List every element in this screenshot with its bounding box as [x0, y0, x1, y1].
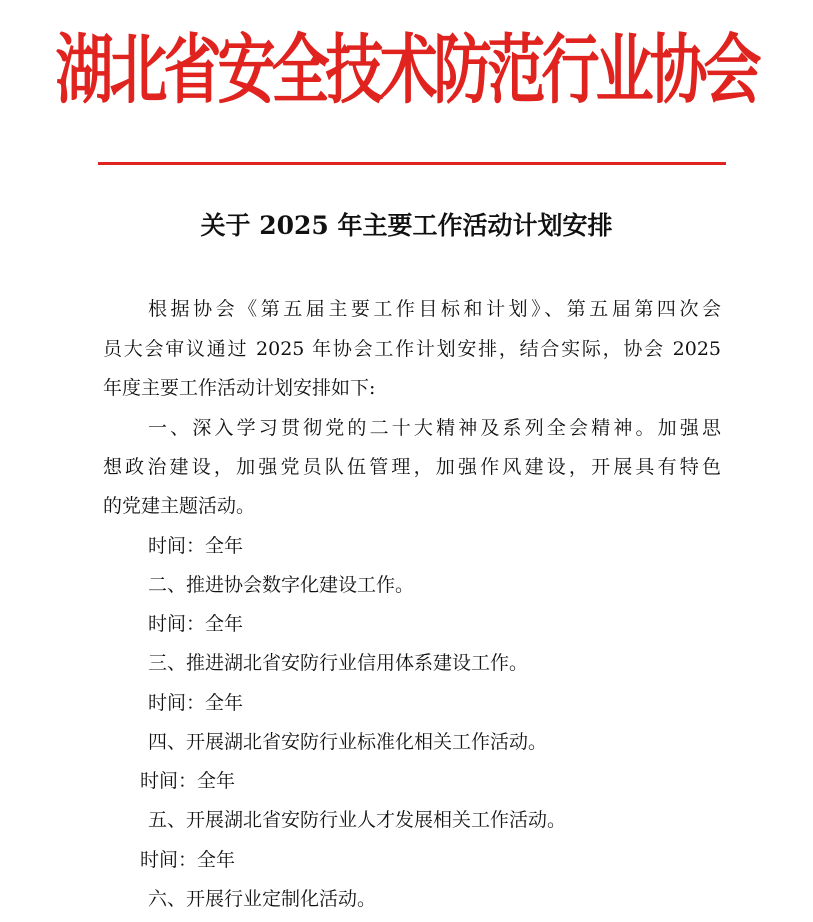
intro-line: 员大会审议通过 2025 年协会工作计划安排，结合实际，协会 2025 — [103, 338, 721, 360]
item-heading: 想政治建设，加强党员队伍管理，加强作风建设，开展具有特色 — [103, 456, 721, 478]
item-heading: 五、开展湖北省安防行业人才发展相关工作活动。 — [148, 809, 567, 831]
item-heading: 四、开展湖北省安防行业标准化相关工作活动。 — [148, 731, 548, 753]
item-heading: 二、推进协会数字化建设工作。 — [148, 574, 415, 596]
item-heading: 六、开展行业定制化活动。 — [148, 888, 377, 910]
item-time: 时间：全年 — [148, 535, 244, 557]
intro-line: 年度主要工作活动计划安排如下: — [103, 377, 376, 399]
intro-line: 根据协会《第五届主要工作目标和计划》、第五届第四次会 — [148, 298, 721, 320]
organization-name: 湖北省安全技术防范行业协会 — [55, 25, 758, 115]
item-time: 时间：全年 — [140, 770, 236, 792]
item-heading: 三、推进湖北省安防行业信用体系建设工作。 — [148, 652, 529, 674]
item-heading: 一、深入学习贯彻党的二十大精神及系列全会精神。加强思 — [148, 417, 721, 439]
item-heading: 的党建主题活动。 — [103, 495, 256, 517]
document-title: 关于 2025 年主要工作活动计划安排 — [200, 211, 613, 240]
item-time: 时间：全年 — [148, 692, 244, 714]
letterhead-divider — [98, 162, 726, 165]
item-time: 时间：全年 — [148, 613, 244, 635]
item-time: 时间：全年 — [140, 849, 236, 871]
